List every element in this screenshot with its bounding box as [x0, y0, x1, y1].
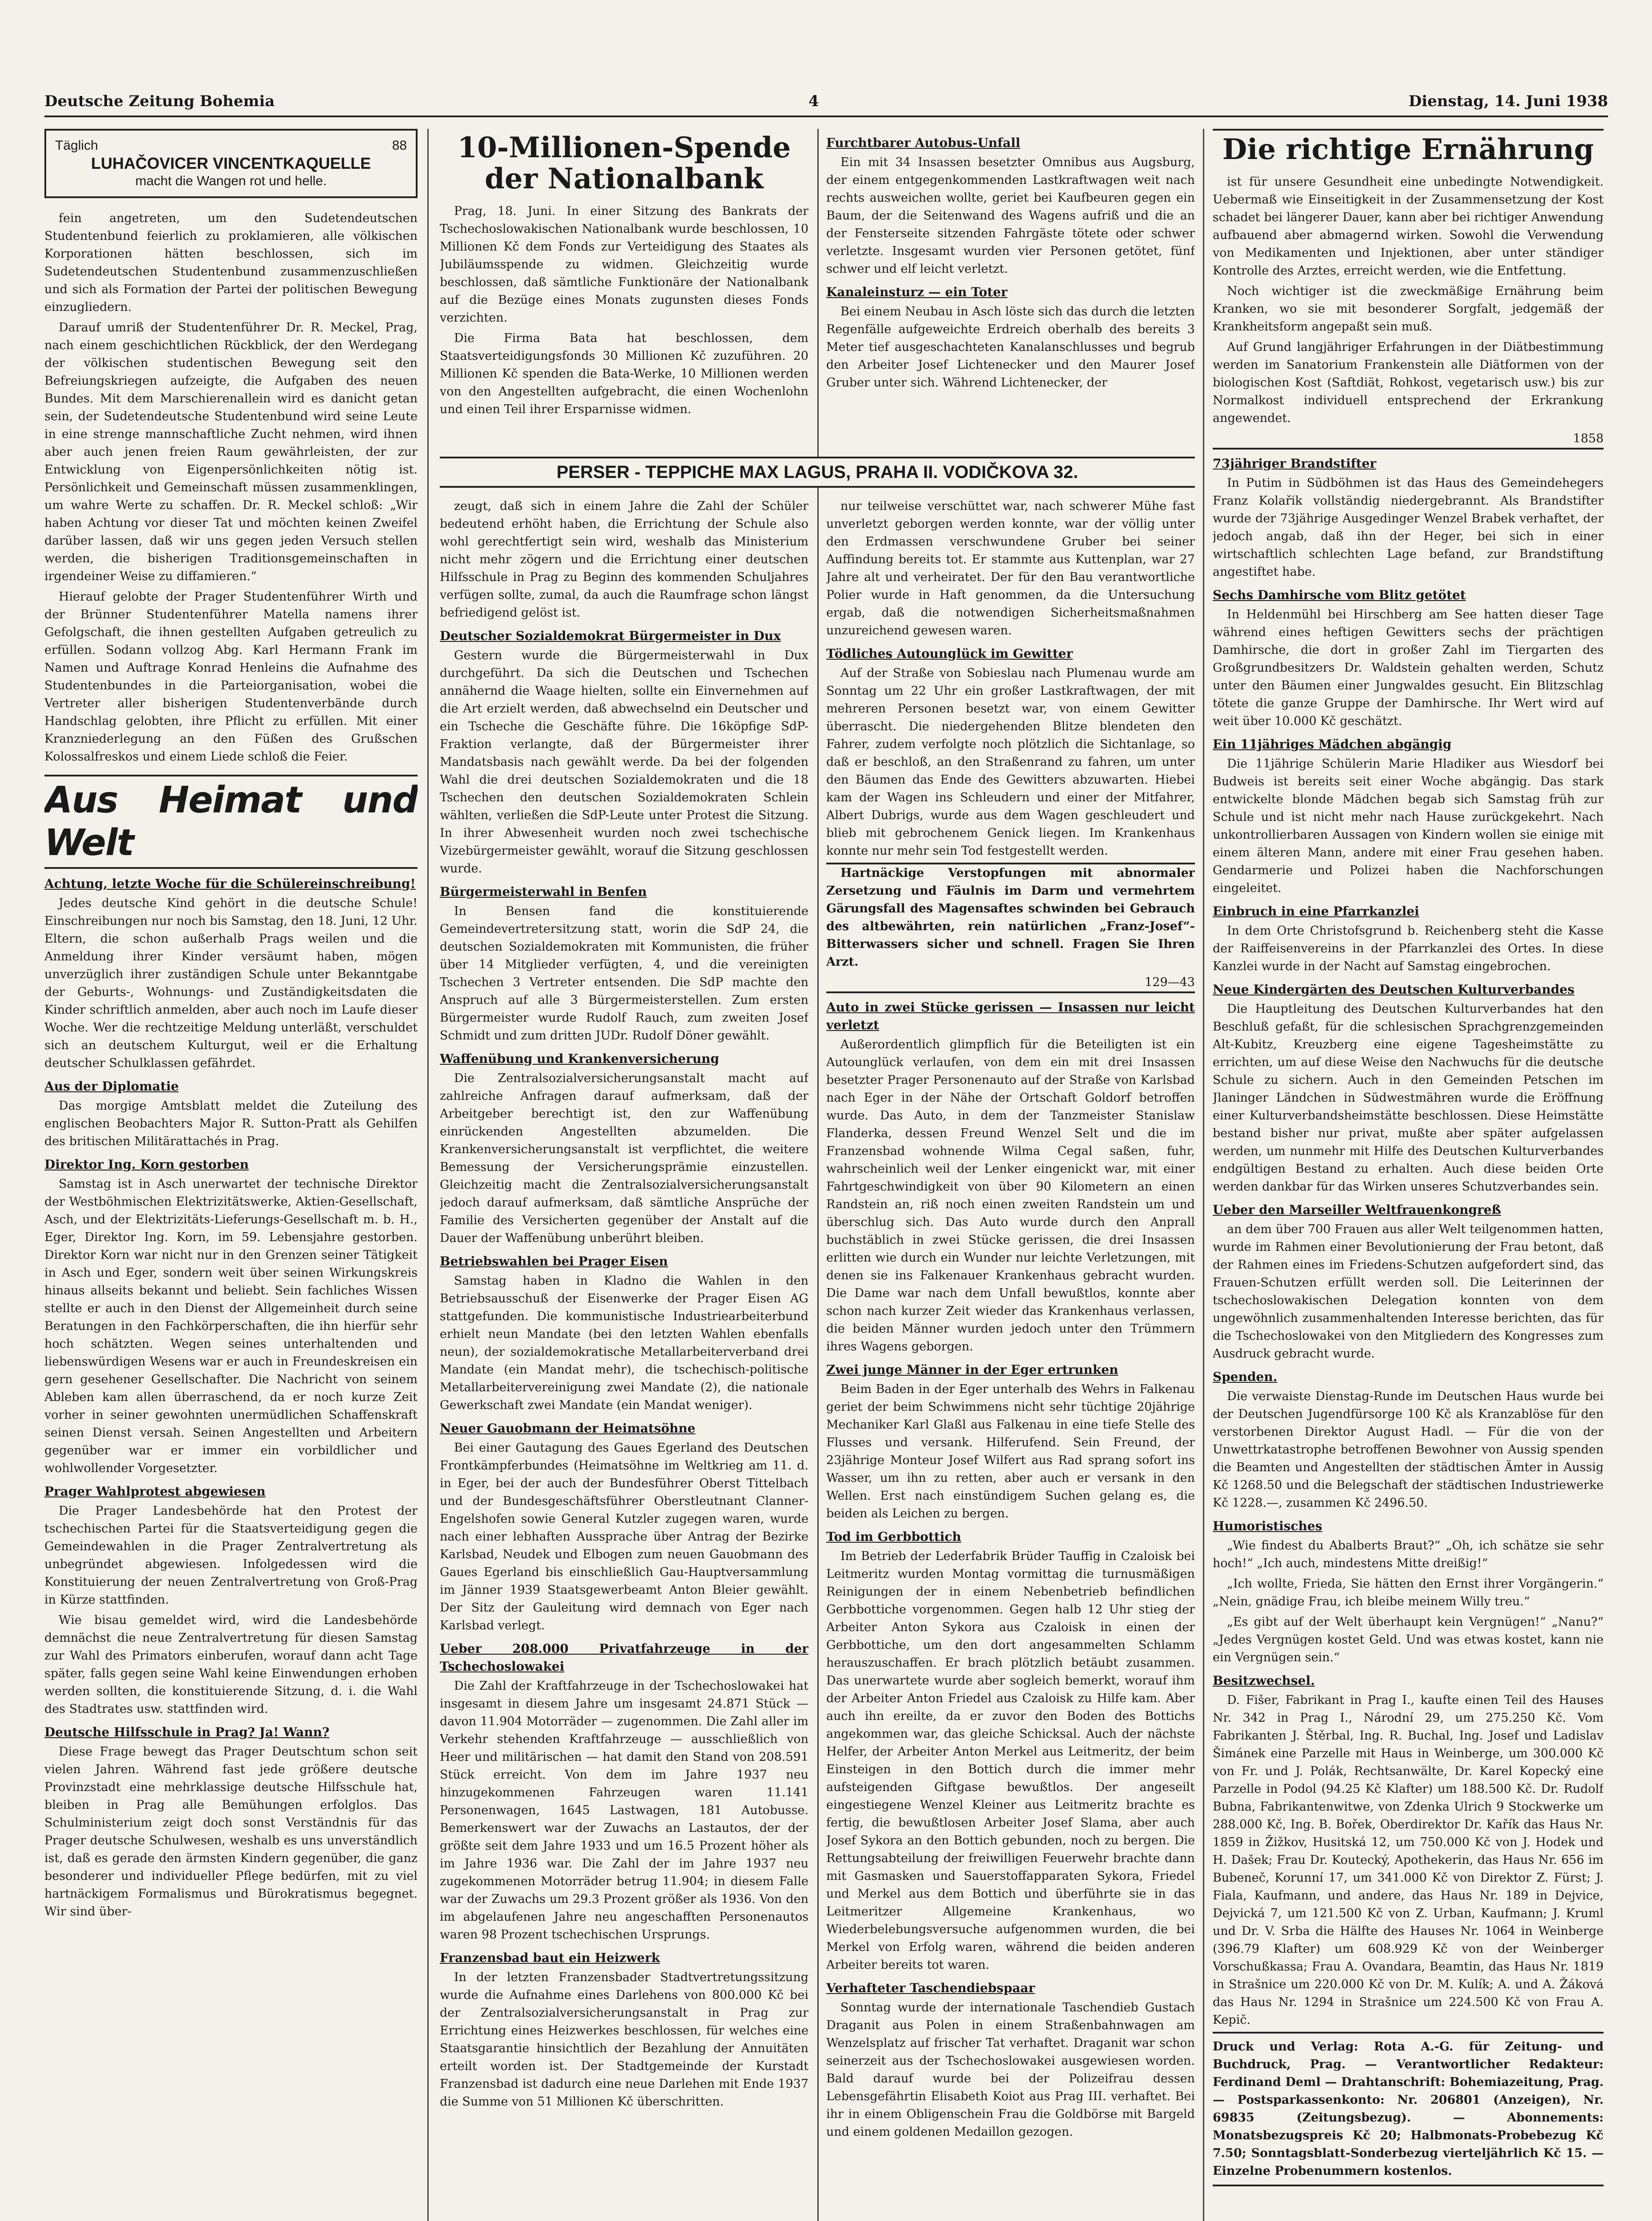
ad-headline: Die richtige Ernährung [1222, 133, 1594, 166]
article-paragraph: Prag, 18. Juni. In einer Sitzung des Bankrats der Tschechoslowakischen Nationalbank wurde beschlossen, 10 Millionen Kč dem Fonds zur Verteidigung des Staates als Jubiläumsspende zu widmen. Gleichzeitig wurde beschlossen, daß sämtliche Funktionäre der Nationalbank auf die Bezüge eines Monats zugunsten dieses Fonds verzichten. [440, 204, 808, 325]
article-paragraph: Gestern wurde die Bürgermeisterwahl in Dux durchgeführt. Da sich die Deutschen und Tschechen annähernd die Waage hielten, sollte ein Einvernehmen auf die Art erzielt werden, daß abwechselnd ein Deutscher und ein Tscheche die Geschäfte führe. Die 16köpfige SdP-Fraktion verlangte, daß der Bürgermeister ihrer Mandatsbasis nach gewählt werde. Da bei der folgenden Wahl die drei deutschen Sozialdemokraten und die 18 Tschechen den deutschen Sozialdemokraten Schlein wählten, verließen die SdP-Leute unter Protest die Sitzung. In ihrer Abwesenheit wurden noch zwei tschechische Vizebürgermeister gewählt, worauf die Sitzung geschlossen wurde. [440, 649, 808, 876]
article-paragraph: Bei einem Neubau in Asch löste sich das durch die letzten Regenfälle aufgeweichte Erdreich oberhalb des bereits 3 Meter tief ausgeschachteten Kanalanschlusses und begrub den Arbeiter Josef Lichtenecker und den Maurer Josef Gruber unter sich. Während Lichtenecker, der [826, 305, 1195, 390]
column-2 [440, 498, 808, 2221]
column-1 [44, 129, 418, 2221]
ad-bitterwater [826, 863, 1195, 993]
article-paragraph: „Wie findest du Abalberts Braut?“ „Oh, ich schätze sie sehr hoch!“ „Ich auch, mindestens Mitte dreißig!“ [1213, 1539, 1604, 1570]
article-heading: Direktor Ing. Korn gestorben [44, 1157, 249, 1172]
column-3-top [826, 129, 1195, 449]
article-heading: Tödliches Autounglück im Gewitter [826, 646, 1073, 661]
ad-sanatorium [1213, 129, 1604, 450]
article-paragraph: Ein mit 34 Insassen besetzter Omnibus aus Augsburg, der einem entgegenkommenden Lastkraftwagen weit nach rechts ausweichen wollte, geriet bei Kaufbeuren gegen ein Baum, der die Seitenwand des Wagens aufriß und die an der Fensterseite sitzenden Fahrgäste tötete oder schwer verletzte. Insgesamt wurden vier Personen getötet, fünf schwer und elf leicht verletzt. [826, 155, 1195, 276]
article-paragraph: fein angetreten, um den Sudetendeutschen Studentenbund feierlich zu proklamieren, alle völkischen Korporationen hätten beschlossen, sich im Sudetendeutschen Studentenbund zusammenzuschließen und sich als Formation der Partei der politischen Bewegung einzugliedern. [44, 211, 418, 314]
article-paragraph: Darauf umriß der Studentenführer Dr. R. Meckel, Prag, nach einem geschichtlichen Rückblick, der den Werdegang der völkischen studentischen Bewegung seit den Befreiungskriegen aufzeigte, die Aufgaben des neuen Bundes. Mit dem Marschierenallein wird es danicht getan sein, der Sudetendeutsche Studentenbund wird seine Leute in eine strenge mannschaftliche Zucht nehmen, wird ihnen aber auch jenen freien Raum gewährleisten, der zur Entwicklung von Eigenpersönlichkeiten nötig ist. Persönlichkeit und Gemeinschaft müssen zusammenklingen, um wahre Werte zu schaffen. Dr. R. Meckel schloß: „Wir haben Achtung vor dieser Tat und möchten keinen Zweifel darüber lassen, daß wir uns gegen jeden Versuch stellen werden, die bisherigen Traditionsgemeinschaften in irgendeiner Weise zu diffamieren.“ [44, 321, 418, 583]
article-paragraph: In Putim in Südböhmen ist das Haus des Gemeindehegers Franz Kolařik vollständig niedergebrannt. Als Brandstifter wurde der 73jährige Ausgedinger Wenzel Brabek verhaftet, der jedoch angab, daß ihn der Heger, bei sich in einer wirtschaftlich schlechten Lage befand, zur Brandstiftung angestiftet habe. [1213, 476, 1604, 579]
ad-text: ist für unsere Gesundheit eine unbedingte Notwendigkeit. Uebermaß wie Einseitigkeit in der Zusammensetzung der Kost schadet bei längerer Dauer, kann aber bei richtiger Anwendung aufbauend aber abmagernd wirken. Sowohl die Verwendung von Medikamenten und Injektionen, aber unter ständiger Kontrolle des Arztes, erreicht werden, wie die Entfettung. [1213, 175, 1604, 278]
ad-line: macht die Wangen rot und helle. [135, 174, 327, 188]
column-2-top [440, 129, 808, 449]
article-paragraph: In Bensen fand die konstituierende Gemeindevertretersitzung statt, worin die SdP 24, die deutschen Sozialdemokraten mit Kommunisten, die früher über 14 Mitglieder verfügten, 4, und die vereinigten Tschechen 3 Vertreter entsenden. Die SdP machte den Anspruch auf alle 3 Bürgermeisterstellen. Zum ersten Bürgermeister wurde Rudolf Rauch, zum zweiten Josef Schmidt und zum dritten JUDr. Rudolf Döner gewählt. [440, 904, 808, 1043]
masthead-title: Deutsche Zeitung Bohemia [44, 92, 275, 110]
article-heading: Deutscher Sozialdemokrat Bürgermeister in Dux [440, 629, 781, 643]
article-paragraph: Im Betrieb der Lederfabrik Brüder Tauffig in Czaloisk bei Leitmeritz wurden Montag vormittag die turnusmäßigen Reinigungen der in einem Nebenbetrieb befindlichen Gerbbottiche vorgenommen. Gegen halb 12 Uhr stieg der Arbeiter Anton Sykora aus Czaloisk in einen der Gerbbottiche, um den dort angesammelten Schlamm herauszuschaffen. Er brach plötzlich betäubt zusammen. Das unerwartete wurde aber sogleich bemerkt, worauf ihm der Arbeiter Anton Friedel aus Czaloisk zu Hilfe kam. Aber auch ihn ereilte, da er zuvor den Boden des Bottichs angekommen war, das gleiche Schicksal. Auch der nächste Helfer, der Arbeiter Anton Merkel aus Leitmeritz, der beim Einsteigen in den Bottich durch die immer mehr aufsteigenden Giftgase bewußtlos. Der angeseilt eingestiegene Wenzel Kleiner aus Leitmeritz brachte es fertig, die bewußtlosen Arbeiter Josef Slama, aber auch Josef Sykora an den Bottich gebunden, noch zu bergen. Die Rettungsabteilung der freiwilligen Feuerwehr brachte dann mit Gasmasken und Sauerstoffapparaten Sykora, Friedel und Merkel aus dem Bottich und überführte sie in das Leitmeritzer Allgemeine Krankenhaus, wo Wiederbelebungsversuche aufgenommen wurden, die bei Merkel von Erfolg waren, während die beiden anderen Arbeiter bereits tot waren. [826, 1549, 1195, 1972]
article-paragraph: In dem Orte Christofsgrund b. Reichenberg steht die Kasse der Raiffeisenvereins in der Pfarrkanzlei des Ortes. In diese Kanzlei wurde in der Nacht auf Samstag eingebrochen. [1213, 924, 1604, 973]
article-paragraph: Die Zahl der Kraftfahrzeuge in der Tschechoslowakei hat insgesamt in diesem Jahre um insgesamt 24.871 Stück — davon 11.904 Motorräder — zugenommen. Die Zahl aller im Verkehr stehenden Kraftfahrzeuge — ausschließlich von Heer und militärischen — hat damit den Stand von 208.591 Stück erreicht. Von dem im Jahre 1937 neu hinzugekommenen Fahrzeugen waren 11.141 Personenwagen, 1645 Lastwagen, 181 Autobusse. Bemerkenswert war der Zuwachs an Lastautos, der der größte seit dem Jahre 1933 und um 16.5 Prozent höher als im Jahre 1936 war. Die Zahl der im Jahre 1937 neu zugekommenen Motorräder betrug 11.904; in diesem Falle war der Zuwachs um 29.3 Prozent größer als 1936. Von den im abgelaufenen Jahre neu angeschafften Personenautos waren 98 Prozent tschechischen Ursprungs. [440, 1679, 808, 1942]
article-paragraph: an dem über 700 Frauen aus aller Welt teilgenommen hatten, wurde im Rahmen einer Bevolutionierung der Frau betont, daß der Rahmen eines im Friedens-Schutzen aufgefordert sind, das Frauen-Schutzen erfüllt werden soll. Die Leiterinnen der tschechoslowakischen Delegation konnten von dem ungewöhnlich zusammenhaltenden Interesse berichten, das für die Tschechoslowakei von den Mitgliedern des Kongresses zum Ausdruck gebracht wurde. [1213, 1222, 1604, 1361]
article-paragraph: Die Prager Landesbehörde hat den Protest der tschechischen Partei für die Staatsverteidigung gegen die Gemeindewahlen in die Prager Zentralvertretung als unbegründet abgewiesen. Infolgedessen wird die Konstituierung der neuen Zentralvertretung von Groß-Prag in Kürze stattfinden. [44, 1504, 418, 1607]
issue-date: Dienstag, 14. Juni 1938 [1409, 92, 1608, 110]
article-paragraph: „Es gibt auf der Welt überhaupt kein Vergnügen!“ „Nanu?“ „Jedes Vergnügen kostet Geld. Und was etwas kostet, kann nie ein Vergnügen sein.“ [1213, 1615, 1604, 1664]
article-paragraph: „Ich wollte, Frieda, Sie hätten den Ernst ihrer Vorgängerin.“ „Nein, gnädige Frau, ich bleibe meinem Willy treu.“ [1213, 1577, 1604, 1608]
article-heading: Spenden. [1213, 1369, 1278, 1384]
ad-number: 129—43 [1145, 975, 1195, 989]
article-heading: Neue Kindergärten des Deutschen Kulturverbandes [1213, 982, 1575, 997]
column-rule [817, 129, 819, 2221]
article-heading: Ueber den Marseiller Weltfrauenkongreß [1213, 1202, 1501, 1217]
ad-line: LUHAČOVICER VINCENTKAQUELLE [91, 154, 371, 172]
article-paragraph: Samstag haben in Kladno die Wahlen in den Betriebsausschuß der Eisenwerke der Prager Eisen AG stattgefunden. Die kommunistische Industriearbeiterbund erhielt neun Mandate (bei den letzten Wahlen ebenfalls neun), der sozialdemokratische Metallarbeiterverband drei Mandate (ein Mandat mehr), die tschechisch-politische Metallarbeitervereinigung zwei Mandate (2), die nationale Gewerkschaft zwei Mandate (ein Mandat weniger). [440, 1274, 808, 1412]
article-heading: Prager Wahlprotest abgewiesen [44, 1484, 266, 1499]
ad-text: Auf Grund langjähriger Erfahrungen in der Diätbestimmung werden im Sanatorium Frankenstein alle Diätformen von der biologischen Kost (Saftdiät, Rohkost, vegetarisch usw.) bis zur Normalkost individuell entsprechend der Erkrankung angewendet. [1213, 340, 1604, 425]
article-heading: Besitzwechsel. [1213, 1673, 1315, 1688]
article-paragraph: In Heldenmühl bei Hirschberg am See hatten dieser Tage während eines heftigen Gewitters sechs der prächtigen Damhirsche, die dort in großer Zahl im Tiergarten des Großgrundbesitzers Dr. Waldstein gehalten werden, Schutz unter den Bäumen einer Jungwaldes gesucht. Ein Blitzschlag tötete die ganze Gruppe der Damhirsche. Ihr Wert wird auf weit über 10.000 Kč geschätzt. [1213, 608, 1604, 728]
article-heading: Zwei junge Männer in der Eger ertrunken [826, 1362, 1119, 1377]
article-paragraph: Diese Frage bewegt das Prager Deutschtum schon seit vielen Jahren. Während fast jede größere deutsche Provinzstadt eine mehrklassige deutsche Hilfsschule hat, bleiben in Prag alle Bemühungen erfolglos. Das Schulministerium zeigt doch sonst Verständnis für das Prager deutsche Schulwesen, weshalb es uns unverständlich ist, daß es gerade den ärmsten Kindern gegenüber, die ganz besonderer und individueller Pflege bedürfen, mit zu viel hartnäckigem Formalismus und Bürokratismus begegnet. Wir sind über- [44, 1745, 418, 1918]
article-paragraph: Wie bisau gemeldet wird, wird die Landesbehörde demnächst die neue Zentralvertretung für diesen Samstag zur Wahl des Primators einberufen, worauf dann acht Tage später, falls gegen seine Wahl keine Einwendungen erhoben werden sollten, die konstituierende Sitzung, d. i. die Wahl des Stadtrates usw. stattfinden wird. [44, 1613, 418, 1716]
article-heading: Franzensbad baut ein Heizwerk [440, 1950, 660, 1965]
article-heading: Achtung, letzte Woche für die Schülereinschreibung! [44, 876, 416, 891]
article-heading: Ueber 208.000 Privatfahrzeuge in der Tschechoslowakei [440, 1641, 808, 1674]
banner-ad-carpets: PERSER - TEPPICHE MAX LAGUS, PRAHA II. VODIČKOVA 32. [440, 457, 1195, 488]
article-heading: Kanaleinsturz — ein Toter [826, 285, 1007, 299]
article-paragraph: Auf der Straße von Sobieslau nach Plumenau wurde am Sonntag um 22 Uhr ein großer Lastkraftwagen, der mit mehreren Personen besetzt war, von einem Gewitter überrascht. Die niedergehenden Blitze blendeten den Fahrer, zudem verfolgte noch plötzlich die Sichtanlage, so daß er beschloß, an den Straßenrand zu fahren, um unter den Bäumen das Ende des Gewitters abzuwarten. Hiebei kam der Wagen ins Schleudern und einer der Mitfahrer, Albert Dubrigs, wurde aus dem Wagen geschleudert und blieb mit gebrochenem Genick liegen. Im Krankenhaus konnte nur mehr sein Tod festgestellt werden. [826, 666, 1195, 858]
ad-text: Hartnäckige Verstopfungen mit abnormaler Zersetzung und Fäulnis im Darm und vermehrtem Gärungsfall des Magensaftes schwinden bei Gebrauch des altbewährten, rein natürlichen „Franz-Josef“-Bitterwassers sicher und schnell. Fragen Sie Ihren Arzt. [826, 866, 1195, 969]
article-heading: Sechs Damhirsche vom Blitz getötet [1213, 588, 1466, 602]
article-paragraph: Das morgige Amtsblatt meldet die Zuteilung des englischen Beobachters Major R. Sutton-Pratt als Gehilfen des britischen Militärattachés in Prag. [44, 1099, 418, 1148]
article-heading: Einbruch in eine Pfarrkanzlei [1213, 904, 1419, 919]
ad-text: Noch wichtiger ist die zweckmäßige Ernährung beim Kranken, wo sie mit besonderer Sorgfalt, jedgemäß der Krankheitsform angepaßt sein muß. [1213, 284, 1604, 334]
article-paragraph: Die Firma Bata hat beschlossen, dem Staatsverteidigungsfonds 30 Millionen Kč zuzuführen. 20 Millionen Kč spenden die Bata-Werke, 10 Millionen werden von den Angestellten aufgebracht, die einen Wochenlohn und einen Teil ihrer Ersparnisse widmen. [440, 331, 808, 416]
article-heading: Bürgermeisterwahl in Benfen [440, 884, 647, 899]
article-paragraph: Samstag ist in Asch unerwartet der technische Direktor der Westböhmischen Elektrizitätswerke, Aktien-Gesellschaft, Asch, und der Elektrizitäts-Lieferungs-Gesellschaft m. b. H., Eger, Direktor Ing. Korn, im 59. Lebensjahre gestorben. Direktor Korn war nicht nur in den Grenzen seiner Tätigkeit in Asch und Eger, sondern weit über seinen Wirkungskreis hinaus allseits bekannt und beliebt. Sein fachliches Wissen stellte er auch in den Dienst der Allgemeinheit durch seine Beratungen in den Fachkörperschaften, die ihn hierfür sehr hoch schätzten. Wegen seines unterhaltenden und liebenswürdigen Wesens war er auch in Freundeskreisen ein gern gesehener Gesellschafter. Die Nachricht von seinem Ableben kam allen überraschend, da er noch kurze Zeit vorher in seiner gewohnten unermüdlichen Schaffenskraft seinen Dienst versah. Seinen Angestellten und Arbeitern gegenüber war er immer ein vorbildlicher und wohlwollender Vorgesetzter. [44, 1177, 418, 1475]
article-heading: Waffenübung und Krankenversicherung [440, 1051, 719, 1066]
article-paragraph: Außerordentlich glimpflich für die Beteiligten ist ein Autounglück verlaufen, von dem ein mit drei Insassen besetzter Prager Personenauto auf der Straße von Karlsbad nach Eger in der Nähe der Ortschaft Goldorf betroffen wurde. Das Auto, in dem der Tanzmeister Stanislaw Flanderka, dessen Freund Wenzel Selt und die im Franzensbad wohnende Wilma Cegal saßen, fuhr, wahrscheinlich weil der Lenker eingenickt war, mit einer Fahrtgeschwindigkeit von über 90 Kilometern an einen Randstein an, riß noch einen zweiten Randstein um und überschlug sich. Das Auto wurde durch den Anprall buchstäblich in zwei Stücke gerissen, die drei Insassen erlitten wie durch ein Wunder nur leichte Verletzungen, mit denen sie ins Falkenauer Krankenhaus gebracht wurden. Die Dame war nach dem Unfall bewußtlos, konnte aber schon nach kurzer Zeit wieder das Krankenhaus verlassen, die beiden Männer wurden jedoch unter den Trümmern ihres Wagens geborgen. [826, 1038, 1195, 1353]
page-header [44, 89, 1608, 117]
column-4 [1213, 129, 1604, 2221]
ad-number: 1858 [1573, 432, 1604, 446]
article-paragraph: Die Hauptleitung des Deutschen Kulturverbandes hat den Beschluß gefaßt, für die schlesischen Sprachgrenzgemeinden Alt-Kubitz, Kreuzberg eine eigene Tagesheimstätte zu errichten, um auf diese Weise den Nachwuchs für die deutsche Schule zu sichern. Auch in den Gemeinden Petschen im Jlaninger Ländchen in Südwestmähren wurde die Eröffnung einer Kulturverbandsheimstätte beschlossen. Diese Heimstätte bestand bisher nur privat, mußte aber später aufgelassen werden, um nunmehr mit Hilfe des Deutschen Kulturverbandes endgültigen Bestand zu erhalten. Auch diese beiden Orte werden dankbar für das Wirken unseres Schutzverbandes sein. [1213, 1002, 1604, 1194]
article-paragraph: Beim Baden in der Eger unterhalb des Wehrs in Falkenau geriet der beim Schwimmens nicht sehr tüchtige 20jährige Mechaniker Karl Glaßl aus Falkenau in eine tiefe Stelle des Flusses und versank. Hilferufend. Sein Freund, der 23jährige Monteur Josef Wilfert aus Rad sprang sofort ins Wasser, um ihn zu retten, aber auch er versank in den Wellen. Erst nach einstündigem Suchen gelang es, die beiden als Leichen zu bergen. [826, 1382, 1195, 1520]
article-paragraph: Hierauf gelobte der Prager Studentenführer Wirth und der Brünner Studentenführer Matella namens ihrer Gefolgschaft, die ihnen gestellten Aufgaben getreulich zu erfüllen. Sodann vollzog Abg. Karl Hermann Frank im Namen und Auftrage Konrad Henleins die Aufnahme des Studentenbundes in die Parteiorganisation, wobei die Vertreter aller bisherigen Studentenverbände durch Handschlag gelobten, ihre Pflicht zu erfüllen. Mit einer Kranzniederlegung an den Füßen des Grußschen Kolossalfreskos und einem Liede schloß die Feier. [44, 590, 418, 764]
article-heading: Auto in zwei Stücke gerissen — Insassen nur leicht verletzt [826, 1000, 1195, 1032]
article-paragraph: In der letzten Franzensbader Stadtvertretungssitzung wurde die Aufnahme eines Darlehens von 800.000 Kč bei der Zentralsozialversicherungsanstalt in Prag zur Errichtung eines Heizwerkes beschlossen, für welches eine Staatsgarantie hinsichtlich der Bezahlung der Annuitäten erteilt worden ist. Der Stadtgemeinde der Kurstadt Franzensbad ist dadurch eine neue Darlehen mit Ende 1937 die Summe von 51 Millionen Kč überschritten. [440, 1970, 808, 2109]
imprint: Druck und Verlag: Rota A.-G. für Zeitung- und Buchdruck, Prag. — Verantwortlicher Redakteur: Ferdinand Deml — Drahtanschrift: Bohemiazeitung, Prag. — Postsparkassenkonto: Nr. 206801 (Anzeigen), Nr. 69835 (Zeitungsbezug). — Abonnements: Monatsbezugspreis Kč 20; Halbmonats-Probebezug Kč 7.50; Sonntagsblatt-Sonderbezug vierteljährlich Kč 15. — Einzelne Probenummern kostenlos. [1213, 2032, 1604, 2186]
article-heading: Betriebswahlen bei Prager Eisen [440, 1254, 668, 1269]
article-paragraph: Jedes deutsche Kind gehört in die deutsche Schule! Einschreibungen nur noch bis Samstag, den 18. Juni, 12 Uhr. Eltern, die schon außerhalb Prags weilen und die Anmeldung ihrer Kinder versäumt haben, mögen unverzüglich ihrer zuständigen Schule unter Bekanntgabe der Geburts-, Wohnungs- und Zuständigkeitsdaten die Kinder schriftlich anmelden, aber auch noch im Laufe dieser Woche. Wer die rechtzeitige Meldung unterläßt, verschuldet sich an deutschem Kulturgut, weil er die Erhaltung deutscher Schulklassen gefährdet. [44, 896, 418, 1070]
article-paragraph: Sonntag wurde der internationale Taschendieb Gustach Draganit aus Polen in einem Straßenbahnwagen am Wenzelsplatz auf frischer Tat verhaftet. Draganit war schon seinerzeit aus der Tschechoslowakei ausgewiesen worden. Bald darauf wurde bei der Polizeifrau dessen Lebensgefährtin Elisabeth Koiot aus Prag III. verhaftet. Bei ihr in einem Obligenschein Frau die Goldbörse mit Bargeld und einem goldenen Medaillon gezogen. [826, 2001, 1195, 2139]
ad-number: 88 [392, 138, 407, 153]
ad-luhacovice [44, 129, 418, 198]
page-number: 4 [808, 92, 819, 110]
article-heading: Neuer Gauobmann der Heimatsöhne [440, 1421, 696, 1436]
article-heading: Verhafteter Taschendiebspaar [826, 1981, 1035, 1995]
ad-line: Täglich [55, 138, 98, 153]
column-rule [1203, 129, 1204, 2221]
article-paragraph: D. Fišer, Fabrikant in Prag I., kaufte einen Teil des Hauses Nr. 342 in Prag I., Národní 29, um 275.250 Kč. Vom Fabrikanten J. Štěrbal, Ing. R. Buchal, Ing. Josef und Ladislav Šimánek eine Parzelle mit Haus in Weinberge, um 300.000 Kč von Fr. und J. Polák, Rechtsanwälte, Dr. Karel Kopecký eine Parzelle in Podol (94.25 Kč Klafter) um 188.500 Kč. Dr. Rudolf Bubna, Fabrikantenwitwe, von Zdenka Ulrich 9 Stockwerke um 288.000 Kč, Ing. B. Bořek, Oberdirektor Dr. Kařík das Haus Nr. 1859 in Žižkov, Husitská 12, um 750.000 Kč von J. Hodek und H. Dašek; Frau Dr. Koutecký, Apothekerin, das Haus Nr. 656 im Bubeneč, Korunní 17, um 341.000 Kč von Direktor Z. Fürst; J. Fiala, Kaufmann, und andere, das Haus Nr. 189 in Dejvice, Dejvická 7, um 121.500 Kč von Z. Urban, Kaufmann; J. Kruml und Dr. V. Srba die Hälfte des Hauses Nr. 1064 in Weinberge (396.79 Klafter) um 608.929 Kč von der Weinberger Vorschußkassa; Frau A. Ovandara, Beamtin, das Haus Nr. 1819 in Strašnice um 220.000 Kč von Dr. M. Kulík; A. und A. Žáková das Haus Nr. 1294 in Strašnice um 224.500 Kč von Frau A. Kepič. [1213, 1693, 1604, 2027]
article-paragraph: Die Zentralsozialversicherungsanstalt macht auf zahlreiche Anfragen darauf aufmerksam, daß der Arbeitgeber berechtigt ist, den zur Waffenübung einrückenden Angestellten abzumelden. Die Krankenversicherungsanstalt ist verpflichtet, die weitere Bemessung der Versicherungsprämie einzustellen. Gleichzeitig macht die Zentralsozialversicherungsanstalt jedoch darauf aufmerksam, daß sämtliche Ansprüche der Familie des Versicherten gegenüber der Anstalt auf die Dauer der Waffenübung unberührt bleiben. [440, 1071, 808, 1245]
article-heading: Furchtbarer Autobus-Unfall [826, 135, 1020, 150]
column-3 [826, 498, 1195, 2221]
article-paragraph: zeugt, daß sich in einem Jahre die Zahl der Schüler bedeutend erhöht haben, die Errichtung der Schule also wohl gerechtfertigt sein wird, weshalb das Ministerium nicht mehr zögern und die Errichtung einer deutschen Hilfsschule in Prag zu Beginn des kommenden Schuljahres verfügen sollte, zumal, da auch die Raumfrage schon längst befriedigend gelöst ist. [440, 499, 808, 620]
article-heading: Aus der Diplomatie [44, 1079, 179, 1094]
article-paragraph: Die 11jährige Schülerin Marie Hladiker aus Wiesdorf bei Budweis ist bereits seit einer Woche abgängig. Das stark entwickelte blonde Mädchen begab sich Samstag früh zur Schule und ist nicht mehr nach Hause zurückgekehrt. Nach unkontrollierbaren Aussagen von Kindern wollen sie einige mit einem älteren Mann, andere mit einer Frau gesehen haben. Gendarmerie und Polizei haben die Nachforschungen eingeleitet. [1213, 757, 1604, 895]
column-rule [427, 129, 429, 2221]
article-paragraph: nur teilweise verschüttet war, nach schwerer Mühe fast unverletzt geborgen werden konnte, war der völlig unter den Erdmassen verschwundene Gruber bei seiner Auffindung bereits tot. Er stammte aus Kuttenplan, war 27 Jahre alt und verheiratet. Der für den Bau verantwortliche Polier wurde in Haft genommen, da die Untersuchung ergab, daß die notwendigen Sicherheitsmaßnahmen unzureichend gewesen waren. [826, 499, 1195, 637]
article-heading: Ein 11jähriges Mädchen abgängig [1213, 737, 1452, 752]
article-heading: 73jähriger Brandstifter [1213, 456, 1377, 471]
article-heading: Tod im Gerbbottich [826, 1529, 961, 1544]
headline: 10-Millionen-Spende der Nationalbank [457, 131, 791, 195]
article-heading: Humoristisches [1213, 1519, 1322, 1533]
article-heading: Deutsche Hilfsschule in Prag? Ja! Wann? [44, 1725, 330, 1739]
article-paragraph: Bei einer Gautagung des Gaues Egerland des Deutschen Frontkämpferbundes (Heimatsöhne im Weltkrieg am 11. d. in Eger, bei der auch der Bundesführer Oberst Tittelbach und der Bundesgeschäftsführer Oberstleutnant Clanner-Engelshofen sowie General Kutzler zugegen waren, wurde nach einer lebhaften Aussprache über Antrag der Bezirke Karlsbad, Neudek und Elbogen zum neuen Gauobmann des Gaues Egerland bis einschließlich Gau-Hauptversammlung im Jänner 1939 Staatsgewerbeamt Anton Bleier gewählt. Der Sitz der Gauleitung wird demnach von Eger nach Karlsbad verlegt. [440, 1441, 808, 1632]
section-title: Aus Heimat und Welt [44, 775, 418, 869]
article-paragraph: Die verwaiste Dienstag-Runde im Deutschen Haus wurde bei der Deutschen Jugendfürsorge 100 Kč als Kranzablöse für den verstorbenen Direktor August Hadl. — Für die von der Unwettrkatastrophe betroffenen Bewohner von Aussig spenden die Beamten und Angestellten der städtischen Ämter in Aussig Kč 1268.50 und die Belegschaft der städtischen Industriewerke Kč 1228.—, zusammen Kč 2496.50. [1213, 1389, 1604, 1510]
